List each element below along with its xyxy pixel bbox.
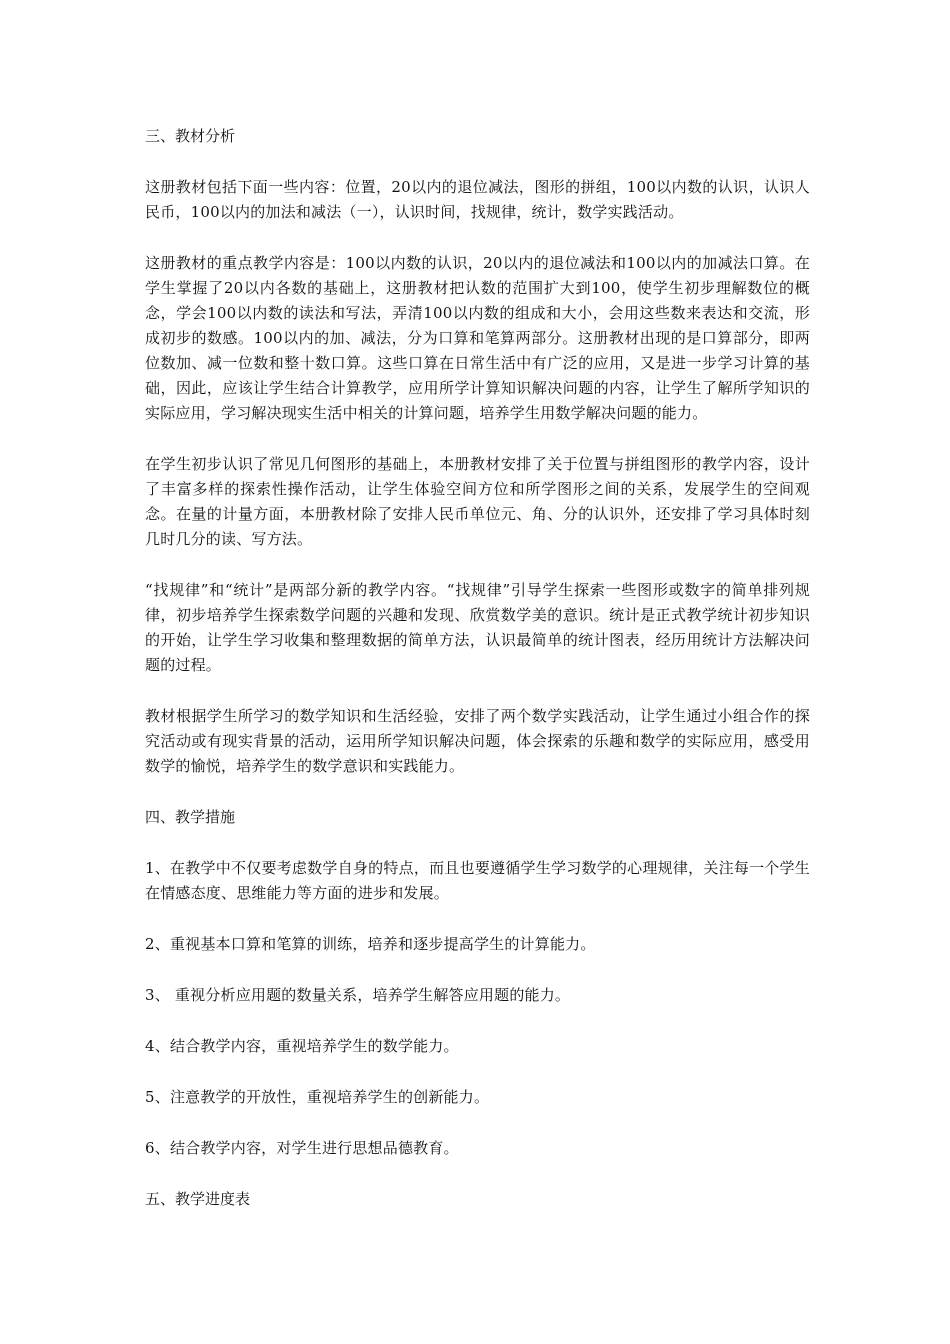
measure-item: 4、结合教学内容，重视培养学生的数学能力。 (145, 1037, 459, 1055)
measure-item: 5、注意教学的开放性，重视培养学生的创新能力。 (145, 1088, 490, 1106)
measure-item: 1、在教学中不仅要考虑数学自身的特点，而且也要遵循学生学习数学的心理规律，关注每一个学生在情感态度、思维能力等方面的进步和发展。 (145, 859, 810, 902)
paragraph-patterns-statistics: “找规律”和“统计”是两部分新的教学内容。“找规律”引导学生探索一些图形或数字的简单排列规律，初步培养学生探索数学问题的兴趣和发现、欣赏数学美的意识。统计是正式教学统计初步知识的开始，让学生学习收集和整理数据的简单方法，认识最简单的统计图表，经历用统计方法解决问题的过程。 (145, 581, 810, 674)
section-heading-schedule: 五、教学进度表 (145, 1190, 251, 1208)
paragraph-geometry: 在学生初步认识了常见几何图形的基础上，本册教材安排了关于位置与拼组图形的教学内容，设计了丰富多样的探索性操作活动，让学生体验空间方位和所学图形之间的关系，发展学生的空间观念。在量的计量方面，本册教材除了安排人民币单位元、角、分的认识外，还安排了学习具体时刻几时几分的读、写方法。 (145, 455, 810, 548)
measure-item: 6、结合教学内容，对学生进行思想品德教育。 (145, 1139, 459, 1157)
document-page (145, 124, 810, 1212)
paragraph-contents-overview: 这册教材包括下面一些内容：位置，20以内的退位减法，图形的拼组，100以内数的认识，认识人民币，100以内的加法和减法（一），认识时间，找规律，统计，数学实践活动。 (145, 178, 810, 221)
measure-item: 2、重视基本口算和笔算的训练，培养和逐步提高学生的计算能力。 (145, 935, 596, 953)
paragraph-practice-activities: 教材根据学生所学习的数学知识和生活经验，安排了两个数学实践活动，让学生通过小组合作的探究活动或有现实背景的活动，运用所学知识解决问题，体会探索的乐趣和数学的实际应用，感受用数学的愉悦，培养学生的数学意识和实践能力。 (145, 707, 810, 775)
paragraph-key-content: 这册教材的重点教学内容是：100以内数的认识，20以内的退位减法和100以内的加减法口算。在学生掌握了20以内各数的基础上，这册教材把认数的范围扩大到100，使学生初步理解数位的概念，学会100以内数的读法和写法，弄清100以内数的组成和大小，会用这些数来表达和交流，形成初步的数感。100以内的加、减法，分为口算和笔算两部分。这册教材出现的是口算部分，即两位数加、减一位数和整十数口算。这些口算在日常生活中有广泛的应用，又是进一步学习计算的基础，因此，应该让学生结合计算教学，应用所学计算知识解决问题的内容，让学生了解所学知识的实际应用，学习解决现实生活中相关的计算问题，培养学生用数学解决问题的能力。 (145, 254, 810, 422)
section-heading-textbook-analysis: 三、教材分析 (145, 127, 236, 145)
section-heading-teaching-measures: 四、教学措施 (145, 808, 236, 826)
measure-item: 3、 重视分析应用题的数量关系，培养学生解答应用题的能力。 (145, 986, 571, 1004)
